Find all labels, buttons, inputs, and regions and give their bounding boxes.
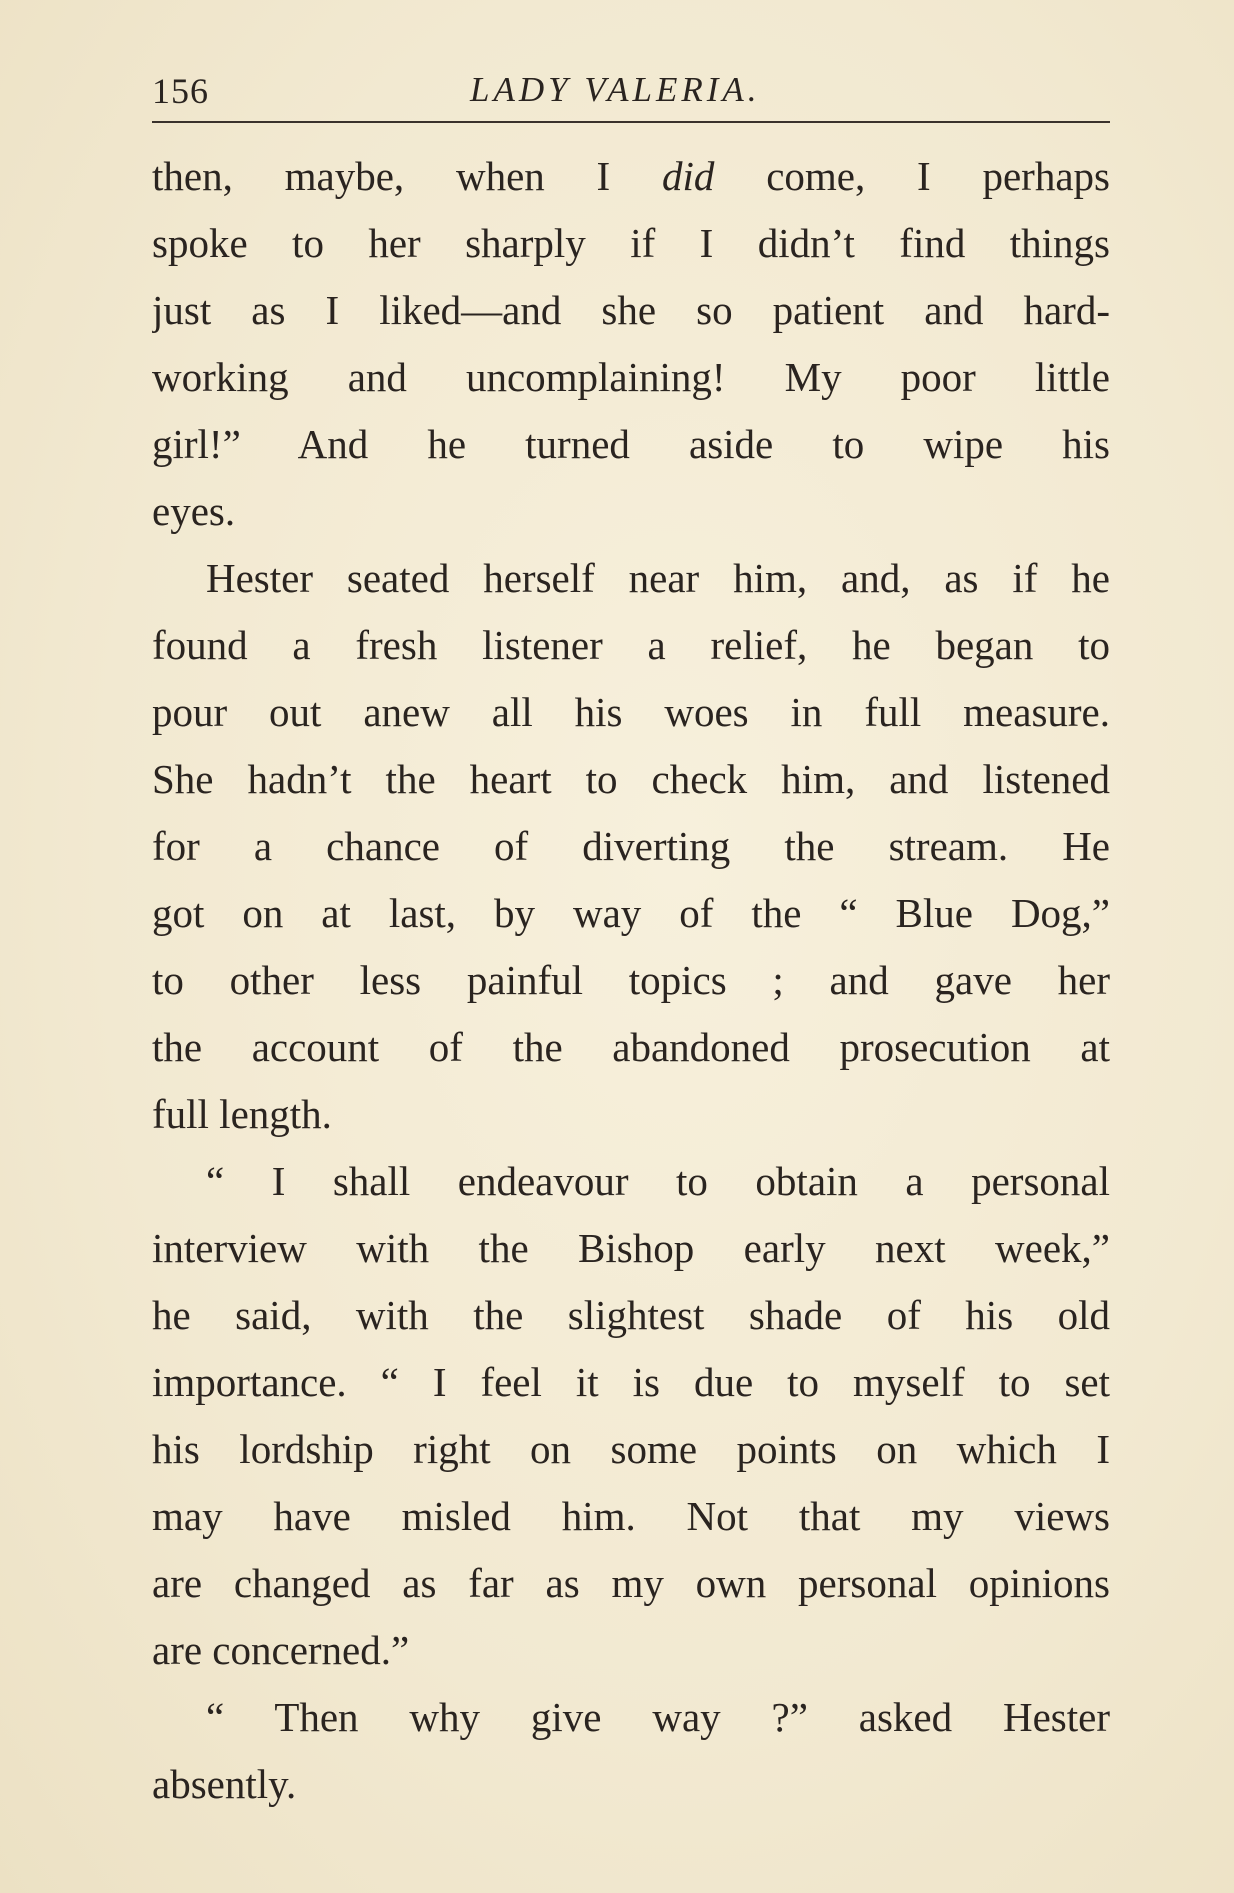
- text-line: found a fresh listener a relief, he began to: [152, 622, 1110, 668]
- text-line: She hadn’t the heart to check him, and listened: [152, 756, 1110, 802]
- text-line: pour out anew all his woes in full measure.: [152, 689, 1110, 735]
- text-line: absently.: [152, 1761, 297, 1807]
- body-text: [152, 143, 1110, 1818]
- text-line: he said, with the slightest shade of his old: [152, 1292, 1110, 1338]
- text-line: full length.: [152, 1091, 332, 1137]
- text-line: to other less painful topics ; and gave her: [152, 957, 1110, 1003]
- text-line: working and uncomplaining! My poor little: [152, 354, 1110, 400]
- text-line: girl!” And he turned aside to wipe his: [152, 421, 1110, 467]
- text-line: then, maybe, when I did come, I perhaps: [152, 153, 1110, 199]
- text-line: spoke to her sharply if I didn’t find things: [152, 220, 1110, 266]
- emphasis: did: [662, 153, 715, 199]
- text-line: interview with the Bishop early next week,”: [152, 1225, 1110, 1271]
- page-number: 156: [152, 71, 209, 111]
- text-line: are changed as far as my own personal opinions: [152, 1560, 1110, 1606]
- text-line: “ Then why give way ?” asked Hester: [206, 1694, 1110, 1740]
- text-line: importance. “ I feel it is due to myself to set: [152, 1359, 1110, 1405]
- text-line: are concerned.”: [152, 1627, 410, 1673]
- header-rule: [152, 121, 1110, 123]
- text-line: his lordship right on some points on which I: [152, 1426, 1110, 1472]
- text-line: Hester seated herself near him, and, as if he: [206, 555, 1110, 601]
- text-line: got on at last, by way of the “ Blue Dog,”: [152, 890, 1110, 936]
- text-line: just as I liked—and she so patient and hard-: [152, 287, 1110, 333]
- text-line: for a chance of diverting the stream. He: [152, 823, 1110, 869]
- text-line: eyes.: [152, 488, 236, 534]
- page-header: [152, 70, 1110, 120]
- text-line: the account of the abandoned prosecution at: [152, 1024, 1110, 1070]
- running-title: LADY VALERIA.: [470, 70, 761, 109]
- text-line: may have misled him. Not that my views: [152, 1493, 1110, 1539]
- text-line: “ I shall endeavour to obtain a personal: [206, 1158, 1110, 1204]
